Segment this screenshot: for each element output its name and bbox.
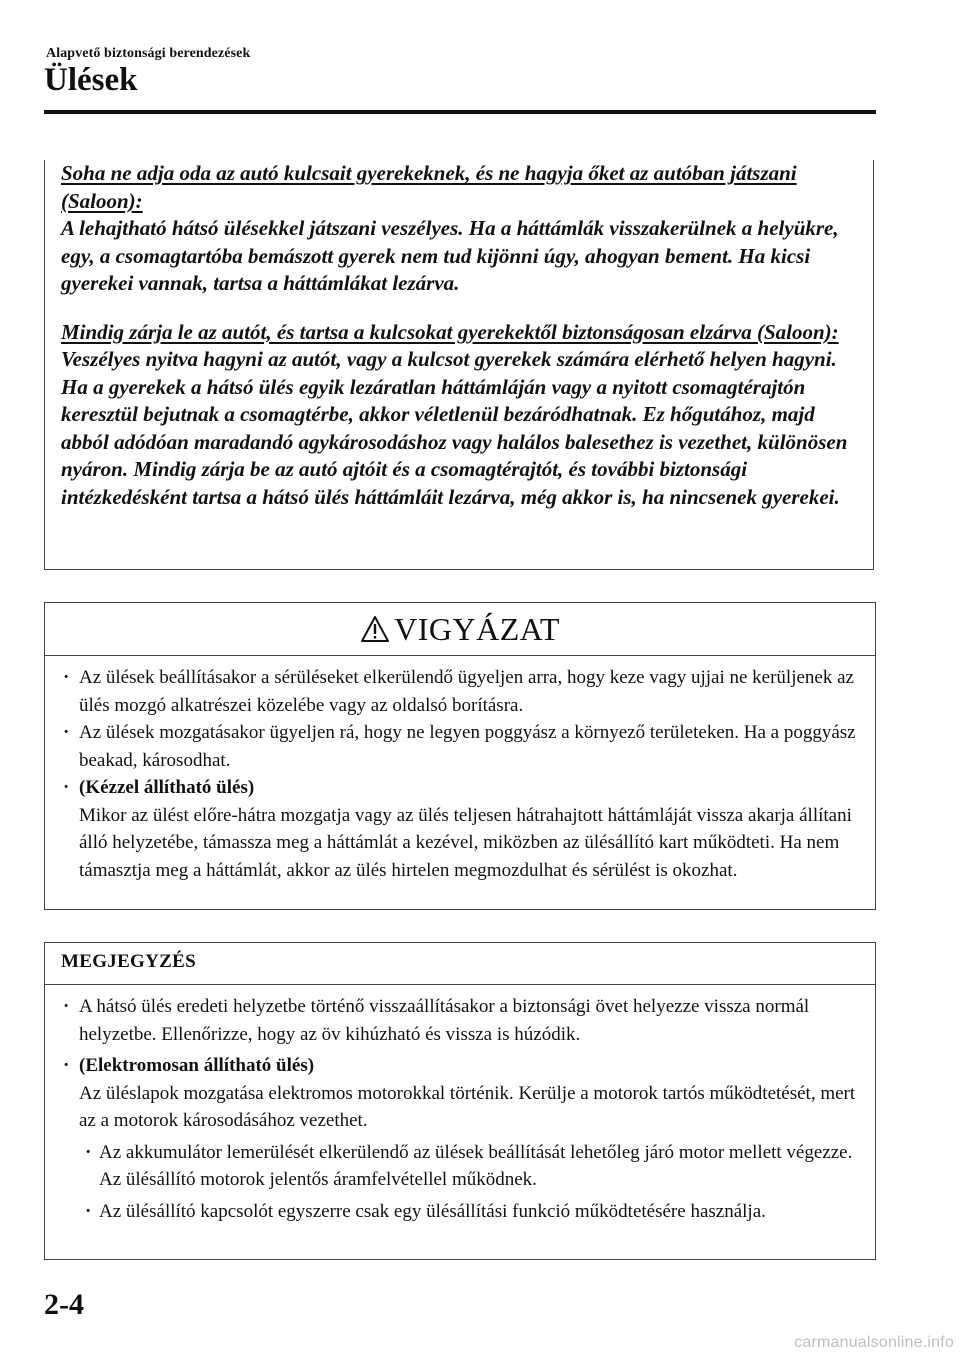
note-box — [44, 942, 876, 1260]
note-item-2-text: Az üléslapok mozgatása elektromos motorokkal történik. Kerülje a motorok tartós működtetését, mert az a motorok károsodásához vezethet. — [79, 1082, 856, 1131]
caution-item-3 — [63, 774, 859, 884]
caution-title: VIGYÁZAT — [394, 610, 560, 647]
note-sub-list — [79, 1139, 859, 1226]
note-item-1: · A hátsó ülés eredeti helyzetbe történő visszaállításakor a biztonsági övet helyezze vissza normál helyzetbe. Ellenőrizze, hogy az öv kihúzható és vissza is húzódik. — [63, 993, 859, 1048]
caution-item-3-heading: · (Kézzel állítható ülés) — [79, 777, 255, 798]
warning-text-1: A lehajtható hátsó ülésekkel játszani veszélyes. Ha a háttámlák visszakerülnek a helyükre, egy, a csomagtartóba bemászott gyerek nem tud kijönni úgy, ahogyan bement. Ha kicsi gyerekei vannak, tartsa a háttámlákat lezárva. — [61, 216, 839, 295]
warning-paragraph-1 — [61, 160, 857, 298]
page-title: Ülések — [44, 62, 138, 98]
caution-item-2: · Az ülések mozgatásakor ügyeljen rá, hogy ne legyen poggyász a környező területeken. Ha a poggyász beakad, károsodhat. — [63, 719, 859, 774]
caution-item-1: · Az ülések beállításakor a sérüléseket elkerülendő ügyeljen arra, hogy keze vagy ujjai ne kerüljenek az ülés mozgó alkatrészei közelébe vagy az oldalsó borításra. — [63, 664, 859, 719]
note-sub-item-2: · Az ülésállító kapcsolót egyszerre csak egy ülésállítási funkció működtetésére használja. — [85, 1198, 859, 1226]
section-label: Alapvető biztonsági berendezések — [46, 46, 251, 61]
warning-paragraph-2 — [61, 319, 857, 512]
caution-item-3-text: Mikor az ülést előre-hátra mozgatja vagy az ülés teljesen hátrahajtott háttámláját vissza akarja állítani álló helyzetébe, támassza meg a háttámlát a kezével, miközben az ülésállító kart működteti. Ha nem támasztja meg a háttámlát, akkor az ülés hirtelen megmozdulhat és sérülést is okozhat. — [79, 804, 852, 881]
note-sub-item-1: · Az akkumulátor lemerülését elkerülendő az ülések beállítását lehetőleg járó motor mellett végezze. Az ülésállító motorok jelentős áramfelvétellel működnek. — [85, 1139, 859, 1194]
warning-heading-2: Mindig zárja le az autót, és tartsa a kulcsokat gyerekektől biztonságosan elzárva (Saloon): — [61, 319, 839, 344]
warning-triangle-icon — [360, 615, 390, 643]
warning-heading-1: Soha ne adja oda az autó kulcsait gyerekeknek, és ne hagyja őket az autóban játszani (Saloon): — [61, 161, 797, 213]
caution-list — [45, 656, 875, 884]
caution-box — [44, 602, 876, 910]
note-list — [45, 985, 875, 1225]
note-item-2-heading: · (Elektromosan állítható ülés) — [79, 1055, 315, 1076]
warning-text-2: Veszélyes nyitva hagyni az autót, vagy a kulcsot gyerekek számára elérhető helyen hagyni. Ha a gyerekek a hátsó ülés egyik lezáratlan háttámláján vagy a nyitott csomagtérajtón keresztül bejutnak a csomagtérbe, akkor véletlenül bezáródhatnak. Ez hőgutához, majd abból adódóan maradandó agykárosodáshoz vagy halálos balesethez is vezethet, különösen nyáron. Mindig zárja be az autó ajtóit és a csomagtérajtót, és további biztonsági intézkedésként tartsa a hátsó ülés háttámláit lezárva, még akkor is, ha nincsenek gyerekei. — [61, 347, 848, 509]
warning-continued-box — [44, 160, 874, 570]
note-header: MEGJEGYZÉS — [45, 943, 875, 985]
watermark: carmanualsonline.info — [794, 1334, 954, 1351]
note-item-2 — [63, 1052, 859, 1225]
caution-header — [45, 603, 875, 656]
page-number: 2-4 — [44, 1288, 84, 1321]
header-rule — [44, 110, 876, 114]
